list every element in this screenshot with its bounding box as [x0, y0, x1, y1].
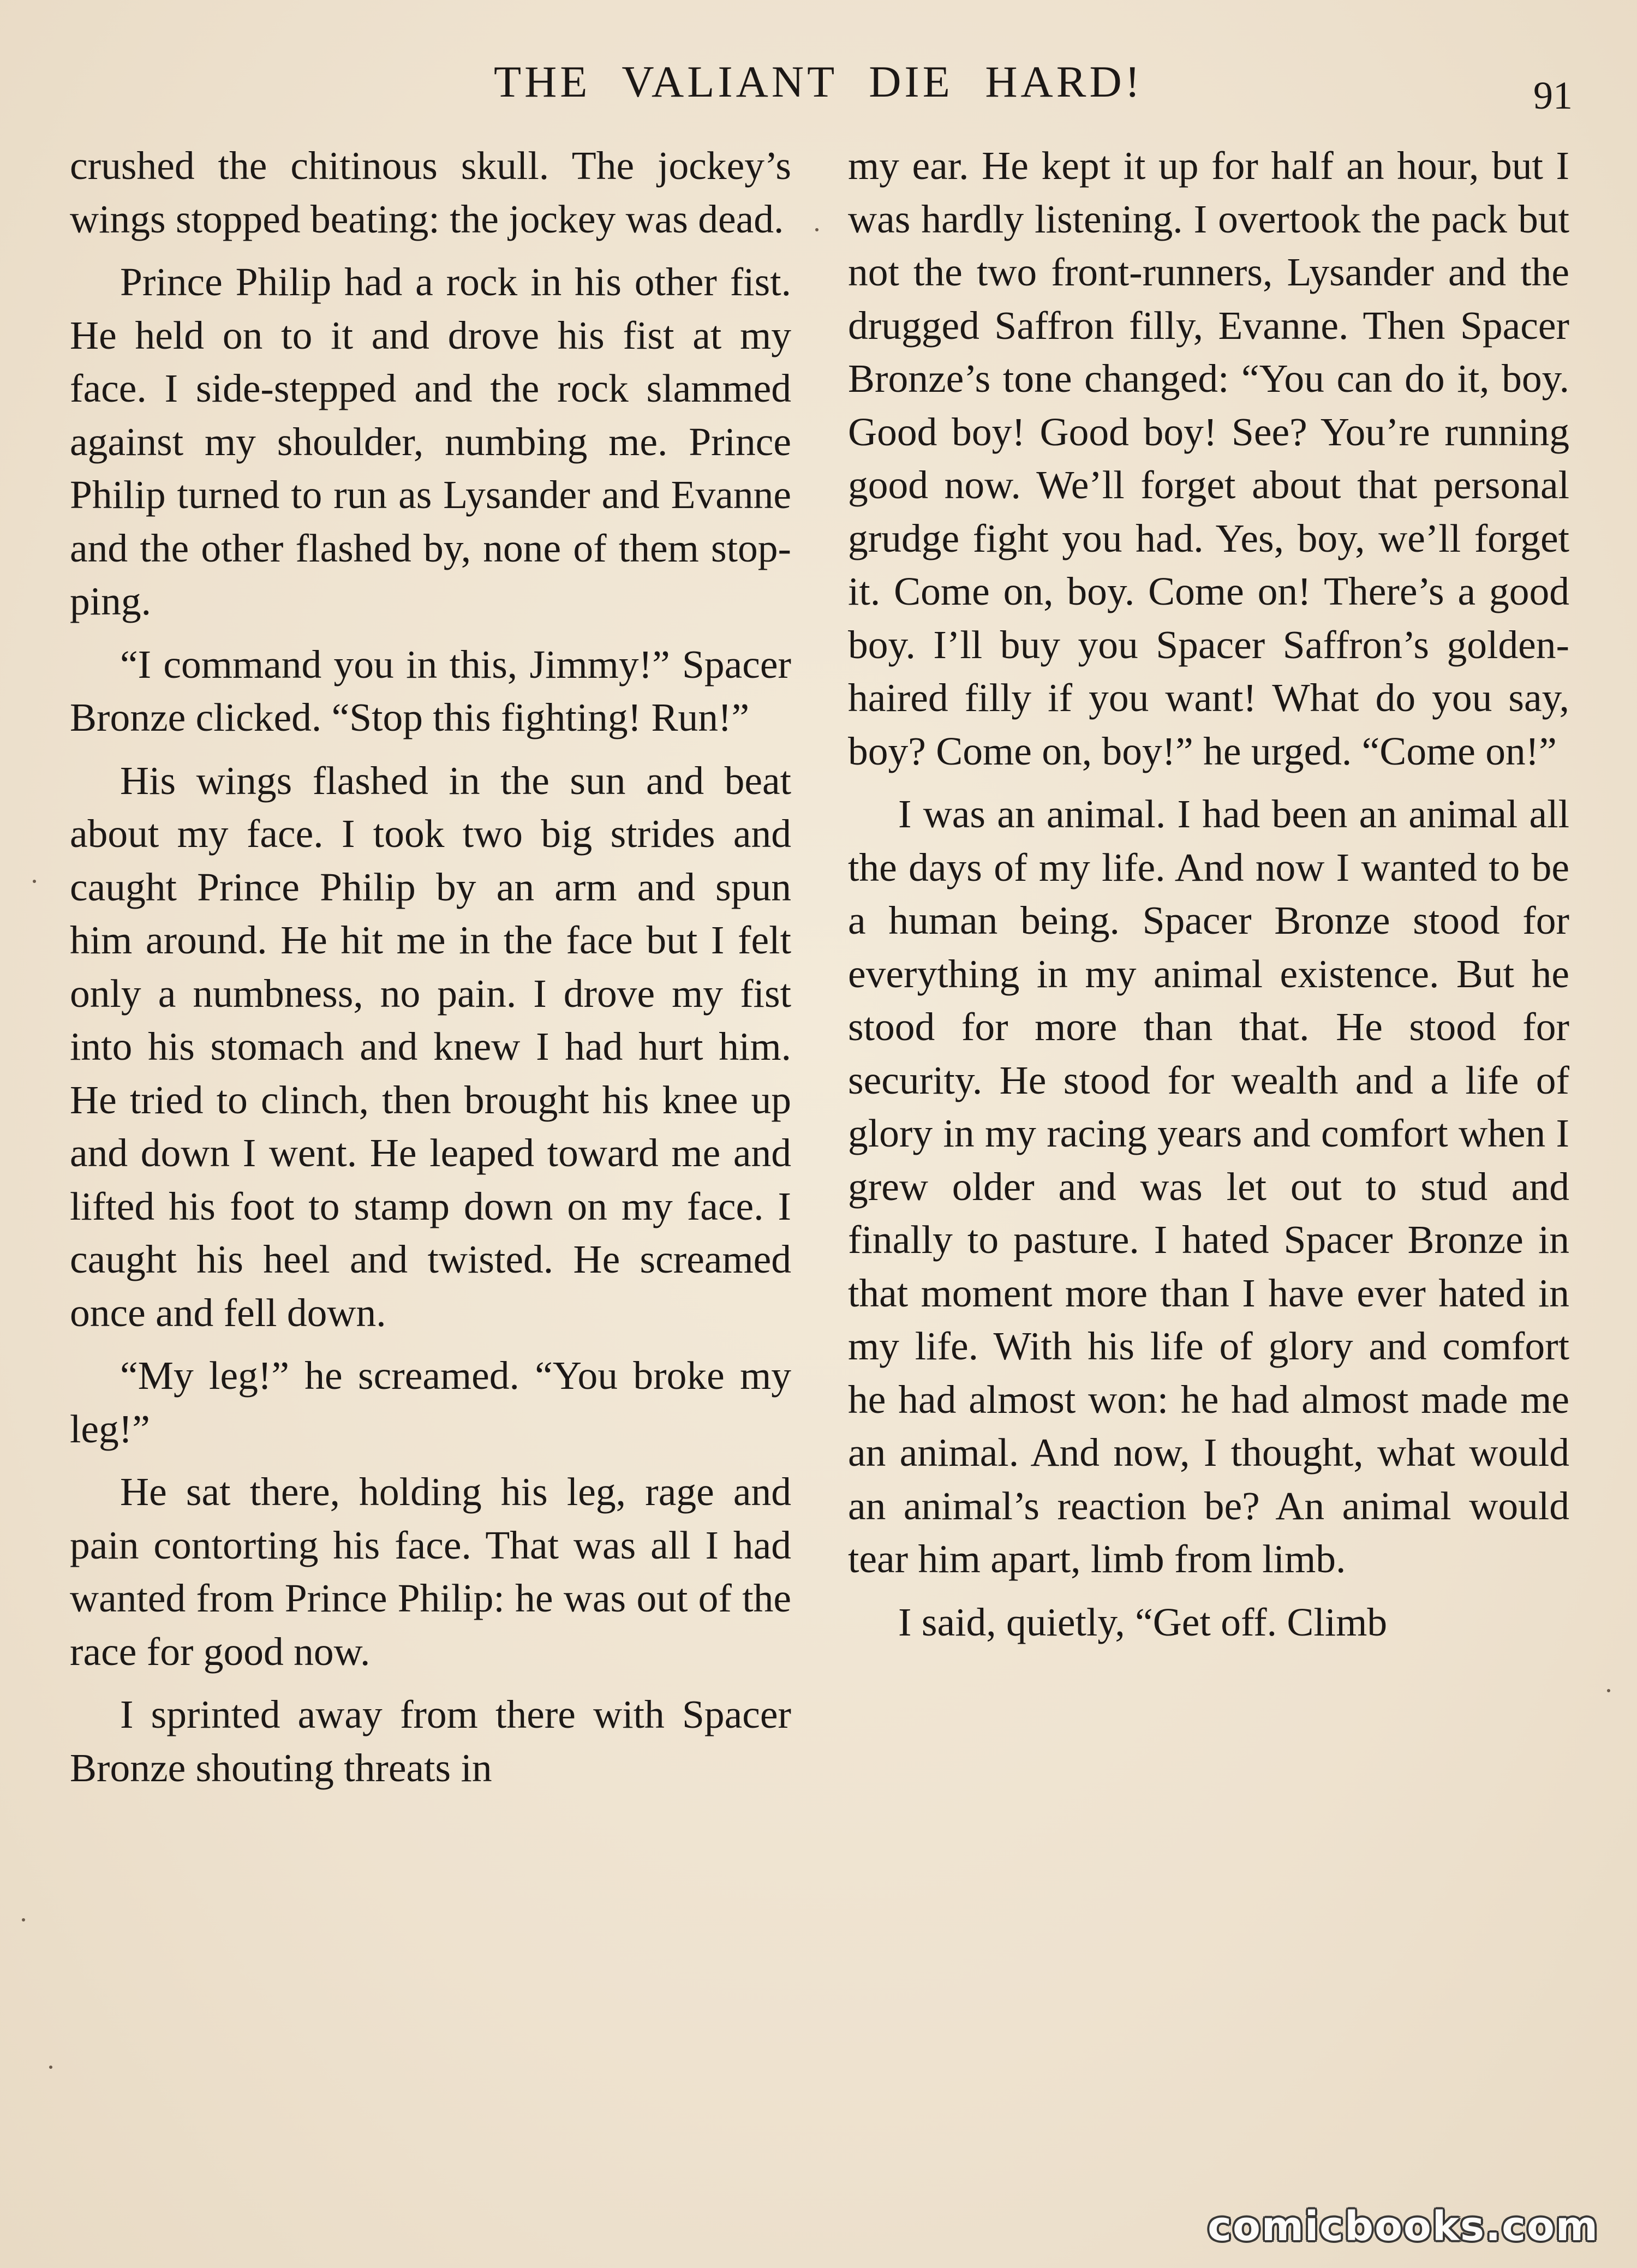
paper-speck: [1607, 1689, 1610, 1692]
paper-speck: [22, 1918, 25, 1921]
watermark: comicbooks.com: [1208, 2203, 1599, 2250]
page-number: 91: [1533, 74, 1573, 117]
left-column: [70, 139, 791, 2180]
paragraph: I was an animal. I had been an animal all the days of my life. And now I wanted to be a human being. Spacer Bronze stood for everything in my animal existence. But he stood for more than that. He stood for security. He stood for wealth and a life of glory in my racing years and comfort when I grew older and was let out to stud and finally to pasture. I hated Spacer Bronze in that moment more than I have ever hated in my life. With his life of glory and comfort he had almost won: he had almost made me an animal. And now, I thought, what would an animal’s reaction be? An animal would tear him apart, limb from limb.: [848, 792, 1569, 1581]
running-title: THE VALIANT DIE HARD!: [494, 57, 1143, 106]
paragraph: He sat there, holding his leg, rage and pain contorting his face. That was all I had wanted from Prince Philip: he was out of the race for good now.: [70, 1470, 791, 1674]
paper-speck: [815, 228, 818, 231]
paragraph: my ear. He kept it up for half an hour, but I was hardly listening. I overtook the pack but not the two front-runners, Lysander and the drugged Saffron filly, Evanne. Then Spacer Bronze’s tone changed: “You can do it, boy. Good boy! Good boy! See? You’re running good now. We’ll forget about that personal grudge fight you had. Yes, boy, we’ll forget it. Come on, boy. Come on! There’s a good boy. I’ll buy you Spacer Saffron’s golden-haired filly if you want! What do you say, boy? Come on, boy!” he urged. “Come on!”: [848, 144, 1569, 773]
right-column: [848, 139, 1569, 2180]
paper-speck: [49, 2066, 52, 2069]
paragraph: crushed the chitinous skull. The jockey’s wings stopped beating: the jockey was dead.: [70, 144, 791, 241]
paragraph: Prince Philip had a rock in his other fist. He held on to it and drove his fist at my face. I side-stepped and the rock slammed against my shoulder, numbing me. Prince Philip turned to run as Lysander and Evanne and the other flashed by, none of them stopping.: [70, 260, 791, 623]
paragraph: I sprinted away from there with Spacer Bronze shouting threats in: [70, 1692, 791, 1790]
paragraph: “I command you in this, Jimmy!” Spacer Bronze clicked. “Stop this fighting! Run!”: [70, 642, 791, 739]
paragraph: His wings flashed in the sun and beat about my face. I took two big strides and caught Prince Philip by an arm and spun him around. He hit me in the face but I felt only a numbness, no pain. I drove my fist into his stomach and knew I had hurt him. He tried to clinch, then brought his knee up and down I went. He leaped toward me and lifted his foot to stamp down on my face. I caught his heel and twisted. He screamed once and fell down.: [70, 758, 791, 1335]
paragraph: “My leg!” he screamed. “You broke my leg!”: [70, 1353, 791, 1451]
paper-speck: [33, 880, 36, 883]
paragraph: I said, quietly, “Get off. Climb: [898, 1599, 1388, 1644]
